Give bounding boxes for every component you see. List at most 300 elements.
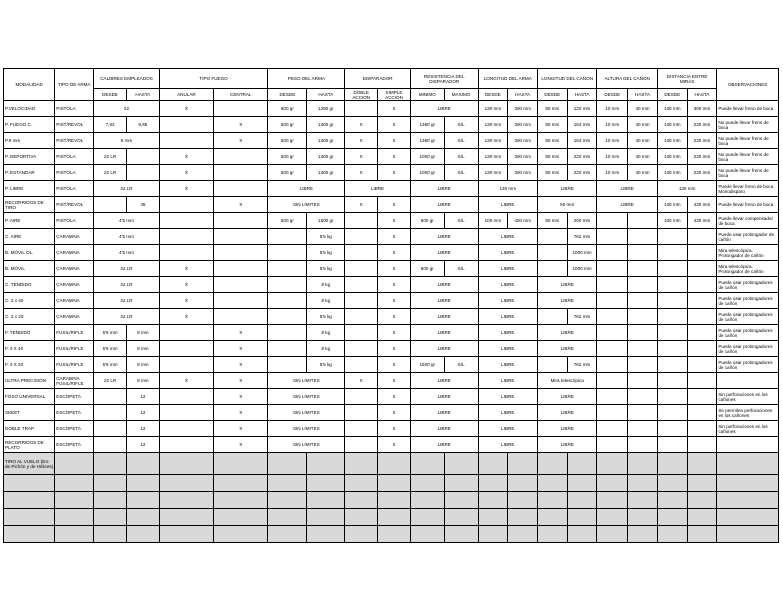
table-cell: S/L — [444, 213, 478, 229]
table-cell: PIST/REVOL — [55, 117, 94, 133]
table-row — [4, 229, 779, 245]
table-row — [4, 181, 779, 197]
table-cell: LIBRE — [478, 229, 537, 245]
blank-cell — [268, 526, 307, 543]
subheader-simple-accion: SIMPLE ACCION — [378, 89, 411, 101]
table-cell — [345, 229, 378, 245]
table-row — [4, 373, 779, 389]
table-cell: X — [159, 277, 213, 293]
table-cell: 1000 gr — [410, 149, 444, 165]
blank-cell — [345, 475, 378, 492]
table-cell — [126, 149, 159, 165]
table-cell — [567, 453, 597, 475]
blank-cell — [717, 492, 779, 509]
table-cell: 4'5 mm — [94, 245, 160, 261]
table-cell: 300 mm — [508, 149, 538, 165]
blank-cell — [567, 475, 597, 492]
table-cell: Puede usar prolongadores de cañón — [717, 357, 779, 373]
table-cell — [628, 389, 658, 405]
table-cell: X — [378, 389, 411, 405]
table-cell: X — [345, 165, 378, 181]
table-cell: Puede usar prolongador de cañón — [717, 229, 779, 245]
table-cell: 300 mm — [508, 117, 538, 133]
table-cell: X — [214, 133, 268, 149]
table-cell: 8 kg — [307, 293, 345, 309]
table-cell: 130 mm — [657, 117, 687, 133]
table-cell: X — [378, 277, 411, 293]
table-cell: 500 gr — [410, 213, 444, 229]
table-cell: 220 mm — [687, 133, 717, 149]
table-cell — [717, 373, 779, 389]
table-cell — [657, 453, 687, 475]
table-cell — [657, 405, 687, 421]
table-cell — [214, 181, 268, 197]
table-cell — [508, 453, 538, 475]
blank-row — [4, 509, 779, 526]
table-cell: 153 mm — [567, 117, 597, 133]
table-row — [4, 165, 779, 181]
table-cell — [345, 277, 378, 293]
table-cell: 40 mm — [628, 133, 658, 149]
table-cell — [159, 389, 213, 405]
table-cell: 10 mm — [597, 101, 628, 117]
table-cell: 8 mm — [126, 341, 159, 357]
table-cell — [717, 437, 779, 453]
table-cell — [214, 165, 268, 181]
blank-cell — [628, 526, 658, 543]
table-cell: LIBRE — [410, 181, 478, 197]
table-cell: LIBRE — [537, 405, 596, 421]
table-cell: 1360 gr — [410, 117, 444, 133]
table-cell — [628, 261, 658, 277]
table-cell: 40 mm — [628, 101, 658, 117]
table-cell: 500 gr — [268, 165, 307, 181]
table-cell — [159, 341, 213, 357]
table-cell — [597, 341, 628, 357]
table-cell: P.VELOCIDAD — [4, 101, 55, 117]
table-cell: No puede llevar freno de boca — [717, 117, 779, 133]
table-cell: Sin perforaciones en los cañones — [717, 421, 779, 437]
table-cell — [345, 357, 378, 373]
table-cell: 130 mm — [478, 149, 508, 165]
table-cell: LIBRE — [478, 309, 537, 325]
table-cell: 762 mm — [567, 309, 597, 325]
blank-cell — [55, 509, 94, 526]
blank-cell — [307, 492, 345, 509]
blank-cell — [94, 526, 127, 543]
table-cell: Mira telescópica. Prolongador de cañón — [717, 261, 779, 277]
table-cell: 8 kg — [307, 277, 345, 293]
blank-cell — [597, 526, 628, 543]
table-cell: RECORRIDOS DE TIRO — [4, 197, 55, 213]
header-tipo-fuego: TIPO FUEGO — [159, 69, 268, 89]
table-cell: 5'5 kg — [307, 229, 345, 245]
table-cell: X — [159, 293, 213, 309]
table-cell: 12 — [126, 389, 159, 405]
table-cell: 130 mm — [478, 101, 508, 117]
table-cell: 40 mm — [628, 165, 658, 181]
table-cell: 130 mm — [478, 133, 508, 149]
table-cell: X — [345, 117, 378, 133]
table-cell: X — [378, 133, 411, 149]
subheader-hasta: HASTA — [508, 89, 538, 101]
blank-row — [4, 526, 779, 543]
table-cell — [55, 453, 94, 475]
table-cell — [94, 437, 127, 453]
table-cell: CARABINA — [55, 293, 94, 309]
table-cell: LIBRE — [478, 437, 537, 453]
table-cell: 22 LR — [94, 181, 160, 197]
table-row — [4, 341, 779, 357]
table-cell — [687, 437, 717, 453]
table-cell — [597, 245, 628, 261]
table-cell: ESCOPETA — [55, 405, 94, 421]
table-cell: CARABINA — [55, 229, 94, 245]
table-cell: LIBRE — [537, 341, 596, 357]
table-cell: LIBRE — [410, 389, 478, 405]
blank-cell — [508, 509, 538, 526]
table-cell — [94, 389, 127, 405]
table-cell: LIBRE — [410, 437, 478, 453]
table-cell — [687, 453, 717, 475]
table-cell — [410, 453, 444, 475]
blank-cell — [478, 509, 508, 526]
table-cell: X — [378, 373, 411, 389]
table-cell: 1400 gr — [307, 149, 345, 165]
table-cell: LIBRE — [410, 341, 478, 357]
subheader-desde: DESDE — [537, 89, 567, 101]
table-cell: X — [159, 373, 213, 389]
table-cell: PISTOLA — [55, 149, 94, 165]
table-cell: CARABINA — [55, 309, 94, 325]
table-cell — [214, 277, 268, 293]
table-cell — [345, 325, 378, 341]
blank-cell — [717, 475, 779, 492]
table-cell: Puede usar prolongadores de cañón — [717, 293, 779, 309]
blank-cell — [657, 526, 687, 543]
blank-cell — [214, 492, 268, 509]
blank-cell — [94, 475, 127, 492]
table-cell: X — [378, 165, 411, 181]
blank-cell — [628, 509, 658, 526]
table-cell: Puede llevar freno de boca — [717, 101, 779, 117]
table-cell — [159, 357, 213, 373]
table-cell: 8 mm — [126, 325, 159, 341]
blank-cell — [307, 509, 345, 526]
blank-cell — [410, 526, 444, 543]
subheader-desde: DESDE — [478, 89, 508, 101]
blank-cell — [657, 492, 687, 509]
table-cell: LIBRE — [410, 245, 478, 261]
table-cell: 10 mm — [597, 165, 628, 181]
blank-cell — [657, 475, 687, 492]
blank-cell — [657, 509, 687, 526]
table-cell: F. 3 X 20 — [4, 357, 55, 373]
table-cell — [628, 421, 658, 437]
table-cell: LIBRE — [478, 245, 537, 261]
table-cell — [345, 101, 378, 117]
table-cell: ESCOPETA — [55, 389, 94, 405]
table-cell: LIBRE — [597, 197, 657, 213]
table-cell — [687, 261, 717, 277]
table-cell — [687, 357, 717, 373]
table-cell: Mira telescópica. Prolongador de cañón — [717, 245, 779, 261]
table-row — [4, 101, 779, 117]
table-row — [4, 133, 779, 149]
subheader-hasta: HASTA — [126, 89, 159, 101]
header-resistencia: RESISTENCIA DEL DISPARADOR — [410, 69, 478, 89]
table-cell: CARABINA FUSIL/RIFLE — [55, 373, 94, 389]
table-cell — [597, 453, 628, 475]
blank-cell — [214, 509, 268, 526]
table-cell: 153 mm — [567, 133, 597, 149]
table-cell: 22 LR — [94, 261, 160, 277]
blank-row — [4, 492, 779, 509]
table-cell — [345, 261, 378, 277]
blank-cell — [687, 526, 717, 543]
table-cell: F. 3 X 40 — [4, 341, 55, 357]
table-cell: 1400 gr — [307, 117, 345, 133]
table-cell: LIBRE — [478, 325, 537, 341]
blank-cell — [537, 492, 567, 509]
table-cell — [628, 341, 658, 357]
subheader-hasta: HASTA — [687, 89, 717, 101]
table-cell: ESCOPETA — [55, 421, 94, 437]
blank-cell — [378, 526, 411, 543]
table-cell — [657, 261, 687, 277]
table-cell — [159, 229, 213, 245]
table-cell: FUSIL/RIFLE — [55, 341, 94, 357]
blank-cell — [628, 475, 658, 492]
table-cell: 9,65 — [126, 117, 159, 133]
table-body — [4, 101, 779, 543]
table-cell: 4'5 mm — [94, 213, 160, 229]
table-row — [4, 437, 779, 453]
table-cell: SIN LÍMITES — [268, 437, 345, 453]
table-cell: LIBRE — [478, 405, 537, 421]
table-cell — [597, 405, 628, 421]
table-cell — [687, 325, 717, 341]
table-cell — [628, 325, 658, 341]
table-row — [4, 261, 779, 277]
table-cell: 22 — [94, 101, 160, 117]
table-cell: X — [214, 389, 268, 405]
table-cell — [478, 453, 508, 475]
table-cell: 220 mm — [687, 117, 717, 133]
table-cell — [597, 325, 628, 341]
table-cell: No puede llevar freno de boca — [717, 165, 779, 181]
blank-cell — [537, 475, 567, 492]
table-cell: LIBRE — [537, 293, 596, 309]
table-cell — [597, 213, 628, 229]
blank-cell — [687, 509, 717, 526]
table-row — [4, 197, 779, 213]
blank-cell — [126, 509, 159, 526]
table-cell: 9 mm — [94, 133, 160, 149]
table-cell: 1000 gr — [410, 165, 444, 181]
table-cell: LIBRE — [410, 421, 478, 437]
table-cell — [537, 453, 567, 475]
table-cell — [597, 373, 628, 389]
table-cell: LIBRE — [410, 229, 478, 245]
blank-row — [4, 475, 779, 492]
table-cell: 420 mm — [508, 213, 538, 229]
header-calibres: CALIBRES EMPLEADOS — [94, 69, 160, 89]
blank-cell — [126, 492, 159, 509]
table-cell — [214, 309, 268, 325]
subheader-central: CENTRAL — [214, 89, 268, 101]
table-cell — [657, 341, 687, 357]
table-cell: 10 mm — [597, 117, 628, 133]
table-cell — [159, 421, 213, 437]
blank-cell — [159, 492, 213, 509]
table-cell — [687, 229, 717, 245]
table-cell — [657, 357, 687, 373]
blank-cell — [55, 526, 94, 543]
table-cell: 130 mm — [657, 181, 716, 197]
blank-cell — [508, 475, 538, 492]
table-cell: PISTOLA — [55, 101, 94, 117]
table-cell: 500 gr — [268, 117, 307, 133]
blank-cell — [214, 475, 268, 492]
table-cell: 45 — [126, 197, 159, 213]
table-cell — [628, 373, 658, 389]
table-cell: Mira telescópica — [537, 373, 596, 389]
table-cell — [345, 213, 378, 229]
blank-cell — [307, 475, 345, 492]
table-cell: S/L — [444, 261, 478, 277]
table-cell: SIN LÍMITES — [268, 197, 345, 213]
table-cell: X — [378, 341, 411, 357]
table-cell — [597, 293, 628, 309]
table-cell — [159, 453, 213, 475]
table-cell: LIBRE — [537, 389, 596, 405]
blank-cell — [508, 492, 538, 509]
blank-cell — [378, 492, 411, 509]
table-cell: S/L — [444, 133, 478, 149]
table-cell: 220 mm — [567, 149, 597, 165]
table-cell: 22 LR — [94, 277, 160, 293]
table-cell: 22 LR — [94, 293, 160, 309]
table-cell — [687, 389, 717, 405]
table-cell: FOSO UNIVERSAL — [4, 389, 55, 405]
blank-cell — [687, 475, 717, 492]
table-cell: 130 mm — [657, 197, 687, 213]
table-cell: LIBRE — [478, 341, 537, 357]
header-modalidad: MODALIDAD — [4, 69, 55, 101]
table-cell — [94, 421, 127, 437]
blank-cell — [567, 492, 597, 509]
table-cell — [657, 325, 687, 341]
table-cell: FUSIL/RIFLE — [55, 325, 94, 341]
table-cell: CARABINA — [55, 261, 94, 277]
table-cell: 800 gr — [268, 101, 307, 117]
table-cell: CARABINA — [55, 245, 94, 261]
table-row — [4, 293, 779, 309]
table-cell: P. LIBRE — [4, 181, 55, 197]
table-cell: PIST/REVOL — [55, 133, 94, 149]
table-cell: 1400 gr — [307, 133, 345, 149]
table-cell: 500 gr — [268, 133, 307, 149]
table-cell: X — [345, 373, 378, 389]
table-cell: TIRO AL VUELO (tiro de Pichón y de Hélices) — [4, 453, 55, 475]
table-cell — [268, 293, 307, 309]
table-cell: 22 LR — [94, 373, 127, 389]
table-cell: 130 mm — [478, 165, 508, 181]
table-cell: LIBRE — [537, 181, 596, 197]
table-cell: LIBRE — [597, 181, 657, 197]
blank-cell — [268, 492, 307, 509]
blank-cell — [159, 526, 213, 543]
table-cell — [597, 229, 628, 245]
table-cell: Puede llevar freno de boca Monodisparo — [717, 181, 779, 197]
table-cell: 5'6 mm — [94, 325, 127, 341]
table-cell: X — [378, 405, 411, 421]
table-cell — [159, 213, 213, 229]
table-cell — [159, 437, 213, 453]
table-cell — [94, 453, 127, 475]
table-cell: LIBRE — [410, 277, 478, 293]
table-cell: X — [378, 261, 411, 277]
table-cell — [307, 453, 345, 475]
table-cell — [268, 245, 307, 261]
table-row — [4, 405, 779, 421]
blank-cell — [4, 509, 55, 526]
table-cell: 50 mm — [537, 149, 567, 165]
table-cell: 22 LR — [94, 309, 160, 325]
blank-cell — [537, 526, 567, 543]
header-longitud-arma: LONGITUD DEL ARMA — [478, 69, 537, 89]
table-cell — [597, 421, 628, 437]
table-row — [4, 309, 779, 325]
table-cell: 12 — [126, 437, 159, 453]
subheader-maximo: MAXIMO — [444, 89, 478, 101]
blank-cell — [717, 509, 779, 526]
blank-cell — [444, 526, 478, 543]
table-cell: 40 mm — [628, 149, 658, 165]
blank-cell — [126, 475, 159, 492]
table-cell: X — [378, 197, 411, 213]
table-cell — [159, 245, 213, 261]
table-cell: 22 LR — [94, 165, 127, 181]
header-disparador: DISPARADOR — [345, 69, 411, 89]
table-cell: SIN LÍMITES — [268, 405, 345, 421]
table-cell: 220 mm — [687, 165, 717, 181]
blank-cell — [628, 492, 658, 509]
table-cell: 220 mm — [567, 165, 597, 181]
table-cell — [687, 373, 717, 389]
table-cell — [657, 229, 687, 245]
blank-cell — [4, 526, 55, 543]
table-cell: X — [159, 261, 213, 277]
table-cell — [628, 357, 658, 373]
table-cell — [159, 117, 213, 133]
table-row — [4, 213, 779, 229]
table-cell: X — [159, 309, 213, 325]
blank-cell — [55, 492, 94, 509]
table-cell — [537, 245, 567, 261]
table-cell — [94, 197, 127, 213]
table-cell: X — [159, 149, 213, 165]
table-row — [4, 117, 779, 133]
header-peso: PESO DEL ARMA — [268, 69, 345, 89]
table-cell: No puede llevar freno de boca — [717, 133, 779, 149]
subheader-desde: DESDE — [94, 89, 127, 101]
table-cell — [345, 389, 378, 405]
table-cell: 200 mm — [567, 213, 597, 229]
table-cell: X — [378, 293, 411, 309]
table-cell — [444, 453, 478, 475]
